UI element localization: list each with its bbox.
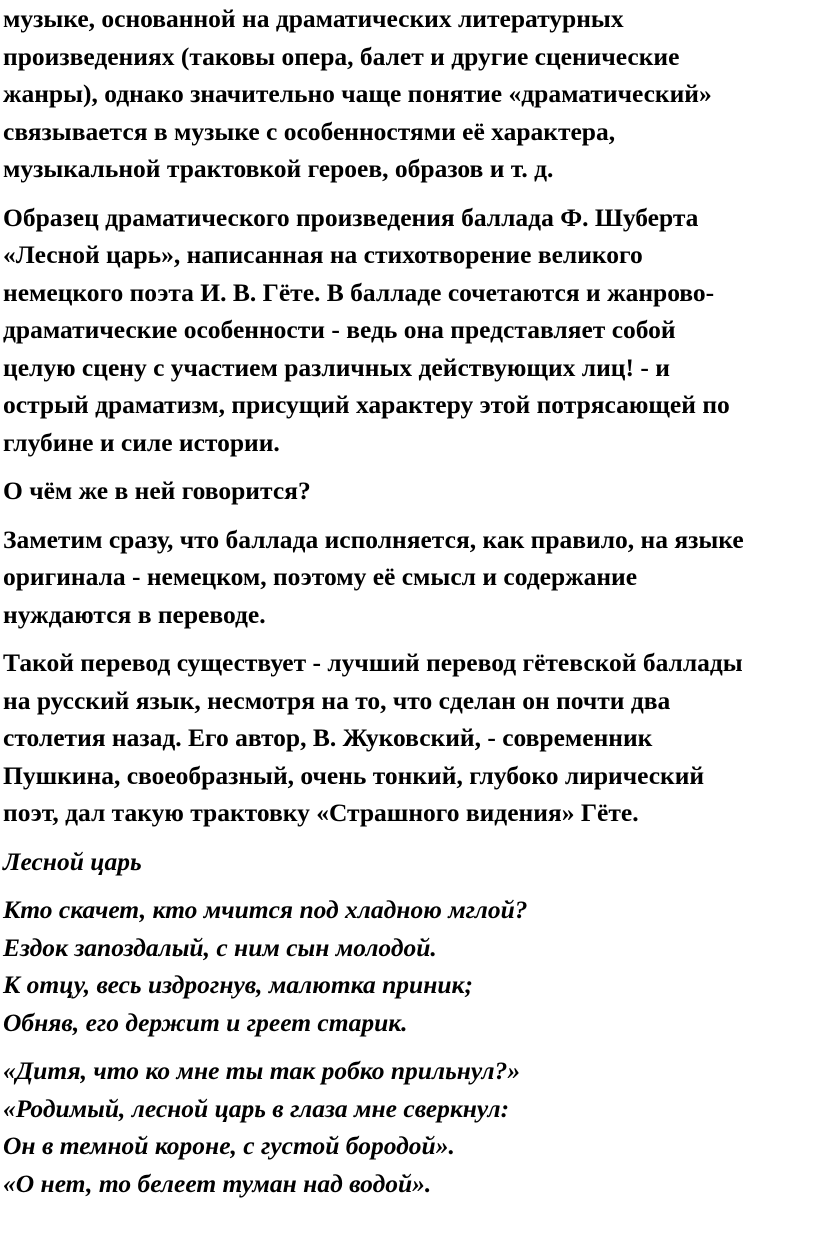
text-line: Такой перевод существует - лучший перевод гётевской баллады xyxy=(3,648,743,677)
text-line: оригинала - немецком, поэтому её смысл и содержание xyxy=(3,562,638,591)
verse-line: К отцу, весь издрогнув, малютка приник; xyxy=(3,970,473,999)
text-line: нуждаются в переводе. xyxy=(3,599,266,629)
poem-stanza-1 xyxy=(3,891,816,1041)
text-line: жанры), однако значительно чаще понятие «драматический» xyxy=(3,79,712,108)
poem-title xyxy=(3,843,816,881)
text-line: произведениях (таковы опера, балет и другие сценические xyxy=(3,41,680,71)
poem-title-text: Лесной царь xyxy=(3,846,142,876)
verse-line: Обняв, его держит и греет старик. xyxy=(3,1007,408,1037)
paragraph-2 xyxy=(3,199,816,462)
paragraph-5 xyxy=(3,644,816,832)
text-line: музыке, основанной на драматических литературных xyxy=(3,4,624,33)
text-line: глубине и силе истории. xyxy=(3,427,280,457)
text-line: Заметим сразу, что баллада исполняется, как правило, на языке xyxy=(3,524,744,554)
text-line: немецкого поэта И. В. Гёте. В балладе сочетаются и жанрово- xyxy=(3,277,715,307)
paragraph-1 xyxy=(3,0,816,188)
text-line: целую сцену с участием различных действующих лиц! - и xyxy=(3,352,670,382)
paragraph-4 xyxy=(3,521,816,634)
text-line: острый драматизм, присущий характеру этой потрясающей по xyxy=(3,390,730,419)
verse-line: «Дитя, что ко мне ты так робко прильнул?» xyxy=(3,1056,521,1085)
text-line: столетия назад. Его автор, В. Жуковский, - современник xyxy=(3,723,653,752)
text-line: драматические особенности - ведь она представляет собой xyxy=(3,315,676,344)
text-line: «Лесной царь», написанная на стихотворение великого xyxy=(3,240,643,269)
verse-line: Ездок запоздалый, с ним сын молодой. xyxy=(3,932,437,962)
text-line: О чём же в ней говорится? xyxy=(3,476,311,505)
verse-line: «О нет, то белеет туман над водой». xyxy=(3,1168,432,1198)
paragraph-3 xyxy=(3,472,816,510)
text-line: Образец драматического произведения баллада Ф. Шуберта xyxy=(3,202,699,232)
text-line: музыкальной трактовкой героев, образов и т. д. xyxy=(3,154,554,183)
verse-line: «Родимый, лесной царь в глаза мне сверкнул: xyxy=(3,1093,510,1123)
verse-line: Кто скачет, кто мчится под хладною мглой? xyxy=(3,895,528,924)
text-line: поэт, дал такую трактовку «Страшного видения» Гёте. xyxy=(3,798,639,827)
verse-line: Он в темной короне, с густой бородой». xyxy=(3,1131,455,1160)
text-line: на русский язык, несмотря на то, что сделан он почти два xyxy=(3,685,671,715)
text-line: связывается в музыке с особенностями её характера, xyxy=(3,116,616,146)
poem-stanza-2 xyxy=(3,1052,816,1202)
text-line: Пушкина, своеобразный, очень тонкий, глубоко лирический xyxy=(3,760,705,790)
